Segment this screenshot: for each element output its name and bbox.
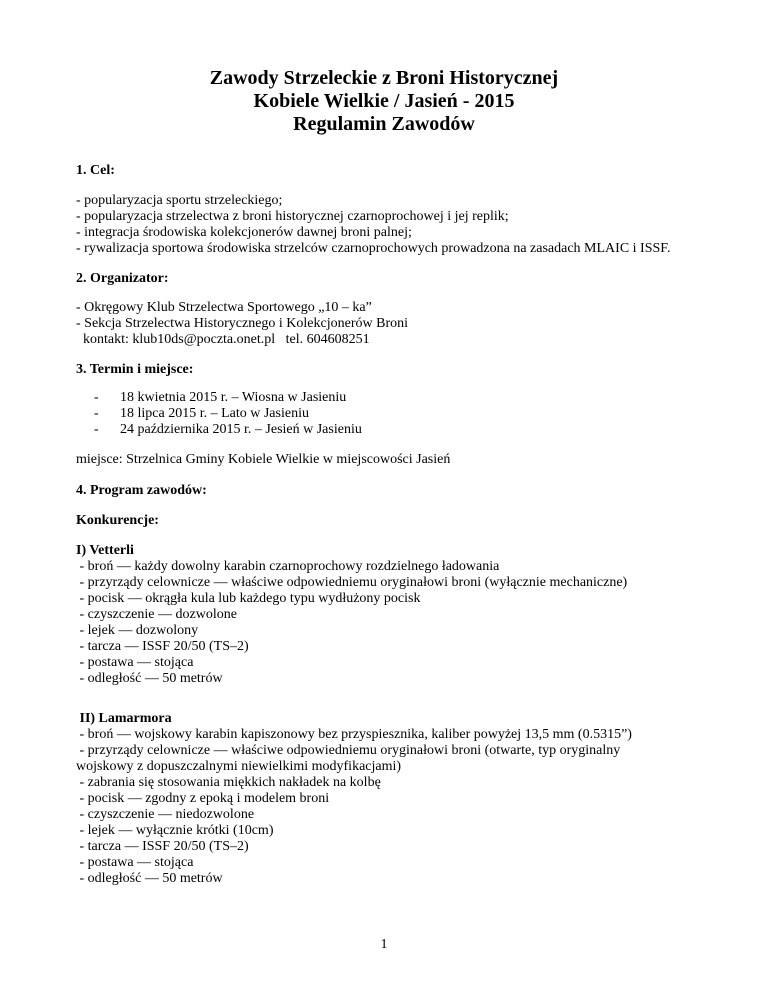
page-number: 1 xyxy=(380,937,388,952)
schedule-date: 18 lipca 2015 r. – Lato w Jasieniu xyxy=(120,406,309,421)
vetterli-rule: - odległość –– 50 metrów xyxy=(76,671,223,686)
document-title-line-1: Zawody Strzeleckie z Broni Historycznej xyxy=(209,67,559,89)
lamarmora-rule: - postawa –– stojąca xyxy=(76,855,194,870)
list-bullet: - xyxy=(94,422,99,437)
organizer-contact: kontakt: klub10ds@poczta.onet.pl tel. 604608251 xyxy=(76,332,370,347)
organizer-line: - Okręgowy Klub Strzelectwa Sportowego „10 – ka” xyxy=(76,300,372,315)
competition-heading-vetterli: I) Vetterli xyxy=(76,543,134,558)
lamarmora-rule: - pocisk –– zgodny z epoką i modelem broni xyxy=(76,791,330,806)
goal-item: - popularyzacja sportu strzeleckiego; xyxy=(76,193,283,208)
section-heading-program: 4. Program zawodów: xyxy=(76,483,207,498)
vetterli-rule: - postawa –– stojąca xyxy=(76,655,194,670)
document-title-line-2: Kobiele Wielkie / Jasień - 2015 xyxy=(253,90,515,112)
schedule-date: 18 kwietnia 2015 r. – Wiosna w Jasieniu xyxy=(120,390,347,405)
venue-line: miejsce: Strzelnica Gminy Kobiele Wielkie w miejscowości Jasień xyxy=(76,452,451,467)
lamarmora-rule: wojskowy z dopuszczalnymi niewielkimi modyfikacjami) xyxy=(76,759,402,774)
section-heading-schedule: 3. Termin i miejsce: xyxy=(76,362,194,377)
vetterli-rule: - przyrządy celownicze –– właściwe odpowiedniemu oryginałowi broni (wyłącznie mechaniczne) xyxy=(76,575,628,590)
lamarmora-rule: - odległość –– 50 metrów xyxy=(76,871,223,886)
vetterli-rule: - czyszczenie –– dozwolone xyxy=(76,607,237,622)
competition-heading-lamarmora: II) Lamarmora xyxy=(76,711,172,726)
lamarmora-rule: - zabrania się stosowania miękkich nakładek na kolbę xyxy=(76,775,381,790)
document-title-line-3: Regulamin Zawodów xyxy=(293,113,475,135)
list-bullet: - xyxy=(94,406,99,421)
section-heading-goal: 1. Cel: xyxy=(76,163,115,178)
organizer-line: - Sekcja Strzelectwa Historycznego i Kolekcjonerów Broni xyxy=(76,316,409,331)
lamarmora-rule: - tarcza –– ISSF 20/50 (TS–2) xyxy=(76,839,249,854)
goal-item: - rywalizacja sportowa środowiska strzelców czarnoprochowych prowadzona na zasadach MLAIC i ISSF. xyxy=(76,241,671,256)
subheading-competitions: Konkurencje: xyxy=(76,513,159,528)
vetterli-rule: - pocisk –– okrągła kula lub każdego typu wydłużony pocisk xyxy=(76,591,421,606)
lamarmora-rule: - czyszczenie –– niedozwolone xyxy=(76,807,255,822)
lamarmora-rule: - broń –– wojskowy karabin kapiszonowy bez przyspiesznika, kaliber powyżej 13,5 mm (0.5315”) xyxy=(76,727,632,742)
section-heading-organizer: 2. Organizator: xyxy=(76,271,169,286)
goal-item: - integracja środowiska kolekcjonerów dawnej broni palnej; xyxy=(76,225,412,240)
vetterli-rule: - tarcza –– ISSF 20/50 (TS–2) xyxy=(76,639,249,654)
lamarmora-rule: - przyrządy celownicze –– właściwe odpowiedniemu oryginałowi broni (otwarte, typ oryginalny xyxy=(76,743,621,758)
list-bullet: - xyxy=(94,390,99,405)
lamarmora-rule: - lejek –– wyłącznie krótki (10cm) xyxy=(76,823,274,838)
goal-item: - popularyzacja strzelectwa z broni historycznej czarnoprochowej i jej replik; xyxy=(76,209,509,224)
schedule-date: 24 października 2015 r. – Jesień w Jasieniu xyxy=(120,422,362,437)
vetterli-rule: - lejek –– dozwolony xyxy=(76,623,199,638)
vetterli-rule: - broń –– każdy dowolny karabin czarnoprochowy rozdzielnego ładowania xyxy=(76,559,500,574)
